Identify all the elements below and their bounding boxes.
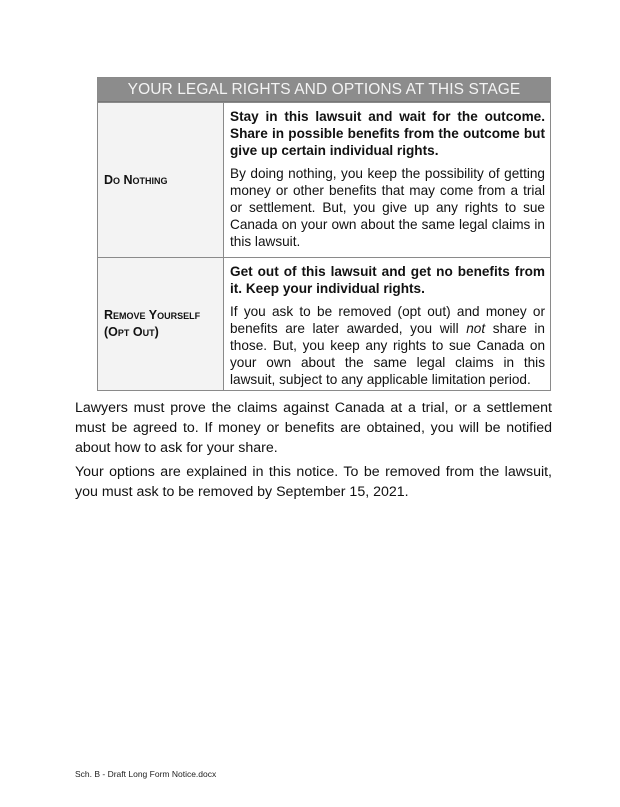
body-text: share in those. But, you keep any rights to sue Canada on your own about the same legal claims in this lawsuit, subject to any applicable limitation period. — [230, 321, 545, 387]
legal-options-table — [97, 77, 551, 391]
table-row-opt-out — [98, 257, 550, 390]
emphasis-text: not — [466, 321, 486, 336]
table-row-do-nothing — [98, 102, 550, 257]
paragraph-trial: Lawyers must prove the claims against Canada at a trial, or a settlement must be agreed to. If money or benefits are obtained, you will be notified about how to ask for your share. — [75, 400, 552, 456]
document-footer: Sch. B - Draft Long Form Notice.docx — [75, 769, 217, 779]
option-description — [224, 258, 550, 390]
option-body — [230, 303, 545, 388]
option-lead: Get out of this lawsuit and get no benefits from it. Keep your individual rights. — [230, 264, 545, 296]
body-text: If you ask to be removed (opt out) and money or benefits are later awarded, you will — [230, 304, 545, 336]
option-label — [98, 103, 224, 257]
table-header: YOUR LEGAL RIGHTS AND OPTIONS AT THIS STAGE — [98, 78, 550, 102]
option-label-text: Remove Yourself (Opt Out) — [104, 308, 201, 339]
option-lead: Stay in this lawsuit and wait for the outcome. Share in possible benefits from the outcome but give up certain individual rights. — [230, 109, 545, 158]
option-description — [224, 103, 550, 257]
option-body: By doing nothing, you keep the possibility of getting money or other benefits that may come from a trial or settlement. But, you give up any rights to sue Canada on your own about the same legal claims in this lawsuit. — [230, 166, 545, 249]
option-label — [98, 258, 224, 390]
option-label-text: Do Nothing — [104, 172, 168, 187]
paragraph-deadline: Your options are explained in this notice. To be removed from the lawsuit, you must ask to be removed by September 15, 2021. — [75, 464, 552, 500]
